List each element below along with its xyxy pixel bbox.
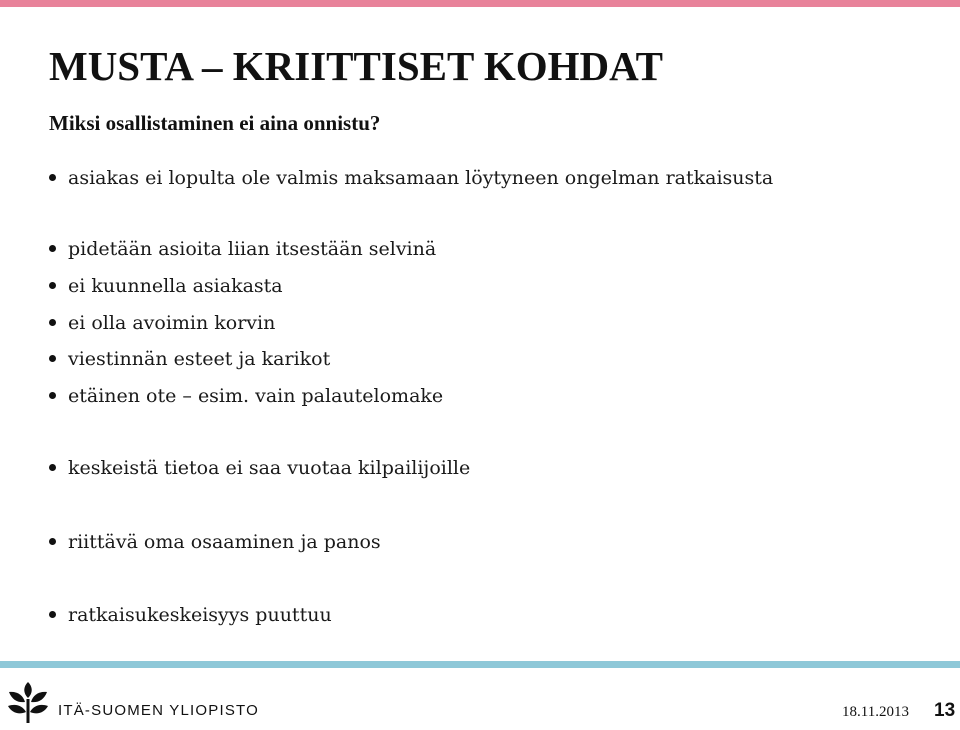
bullet-item [49,530,381,554]
bullet-text: etäinen ote – esim. vain palautelomake [68,385,444,407]
bullet-text: asiakas ei lopulta ole valmis maksamaan löytyneen ongelman ratkaisusta [68,167,774,189]
bullet-text: pidetään asioita liian itsestään selvinä [68,238,437,260]
bottom-accent-bar [0,661,960,668]
bullet-dot-icon [49,319,56,326]
university-logo-icon [6,680,50,724]
bullet-item [49,456,470,480]
bullet-item [49,274,283,298]
slide-subtitle: Miksi osallistaminen ei aina onnistu? [49,111,381,135]
bullet-item [49,237,436,261]
bullet-text: ei kuunnella asiakasta [68,275,283,297]
bullet-dot-icon [49,245,56,252]
slide-title: MUSTA – KRIITTISET KOHDAT [49,43,664,89]
bullet-text: keskeistä tietoa ei saa vuotaa kilpailijoille [68,457,471,479]
bullet-dot-icon [49,538,56,545]
bullet-item [49,347,330,371]
bullet-dot-icon [49,464,56,471]
bullet-item [49,384,443,408]
slide-date: 18.11.2013 [842,704,909,720]
bullet-text: riittävä oma osaaminen ja panos [68,531,381,553]
university-name: ITÄ-SUOMEN YLIOPISTO [58,702,259,719]
bullet-item [49,166,773,190]
bullet-dot-icon [49,174,56,181]
bullet-dot-icon [49,611,56,618]
bullet-text: ratkaisukeskeisyys puuttuu [68,604,332,626]
bullet-text: ei olla avoimin korvin [68,312,276,334]
bullet-dot-icon [49,282,56,289]
bullet-dot-icon [49,355,56,362]
top-accent-bar [0,0,960,7]
page-number: 13 [934,700,956,721]
bullet-item [49,311,275,335]
bullet-text: viestinnän esteet ja karikot [68,348,331,370]
bullet-item [49,603,332,627]
bullet-dot-icon [49,392,56,399]
